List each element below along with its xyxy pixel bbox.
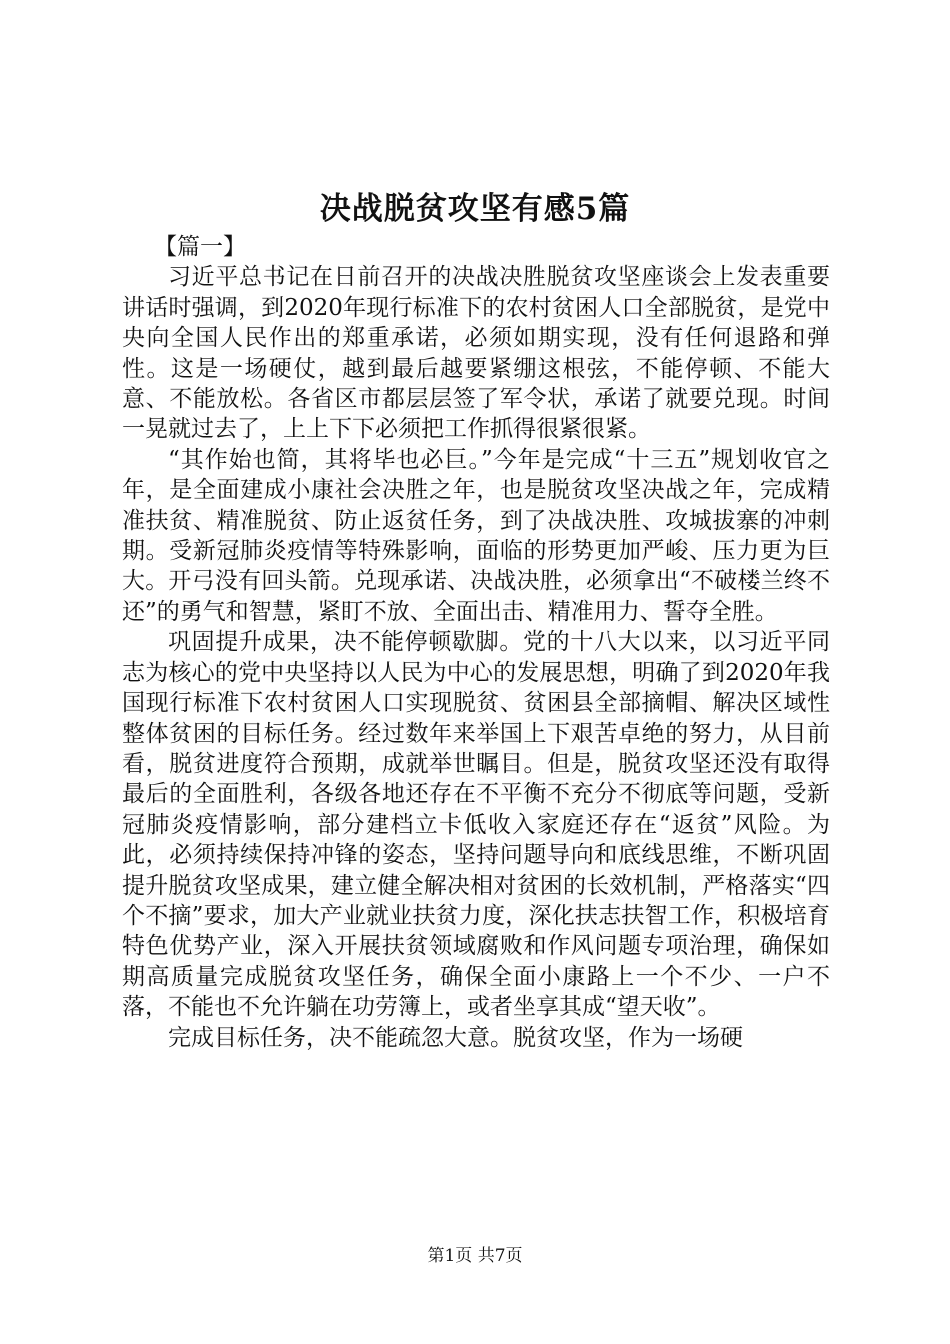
paragraph-2: “其作始也简，其将毕也必巨。”今年是完成“十三五”规划收官之年，是全面建成小康社会决胜之年，也是脱贫攻坚决战之年，完成精准扶贫、精准脱贫、防止返贫任务，到了决战决胜、攻城拔寨的冲刺期。受新冠肺炎疫情等特殊影响，面临的形势更加严峻、压力更为巨大。开弓没有回头箭。兑现承诺、决战决胜，必须拿出“不破楼兰终不还”的勇气和智慧，紧盯不放、全面出击、精准用力、誓夺全胜。 xyxy=(122,446,830,625)
document-body xyxy=(122,232,830,1053)
section-heading: 【篇一】 xyxy=(154,234,246,260)
document-title: 决战脱贫攻坚有感5篇 xyxy=(319,191,631,227)
paragraph-3: 巩固提升成果，决不能停顿歇脚。党的十八大以来，以习近平同志为核心的党中央坚持以人民为中心的发展思想，明确了到2020年我国现行标准下农村贫困人口实现脱贫、贫困县全部摘帽、解决区域性整体贫困的目标任务。经过数年来举国上下艰苦卓绝的努力，从目前看，脱贫进度符合预期，成就举世瞩目。但是，脱贫攻坚还没有取得最后的全面胜利，各级各地还存在不平衡不充分不彻底等问题，受新冠肺炎疫情影响，部分建档立卡低收入家庭还存在“返贫”风险。为此，必须持续保持冲锋的姿态，坚持问题导向和底线思维，不断巩固提升脱贫攻坚成果，建立健全解决相对贫困的长效机制，严格落实“四个不摘”要求，加大产业就业扶贫力度，深化扶志扶智工作，积极培育特色优势产业，深入开展扶贫领域腐败和作风问题专项治理，确保如期高质量完成脱贫攻坚任务，确保全面小康路上一个不少、一户不落，不能也不允许躺在功劳簿上，或者坐享其成“望天收”。 xyxy=(122,629,830,1021)
paragraph-1: 习近平总书记在日前召开的决战决胜脱贫攻坚座谈会上发表重要讲话时强调，到2020年现行标准下的农村贫困人口全部脱贫，是党中央向全国人民作出的郑重承诺，必须如期实现，没有任何退路和弹性。这是一场硬仗，越到最后越要紧绷这根弦，不能停顿、不能大意、不能放松。各省区市都层层签了军令状，承诺了就要兑现。时间一晃就过去了，上上下下必须把工作抓得很紧很紧。 xyxy=(122,264,830,443)
paragraph-4: 完成目标任务，决不能疏忽大意。脱贫攻坚，作为一场硬 xyxy=(168,1024,743,1051)
page-footer: 第1页 共7页 xyxy=(427,1246,523,1266)
